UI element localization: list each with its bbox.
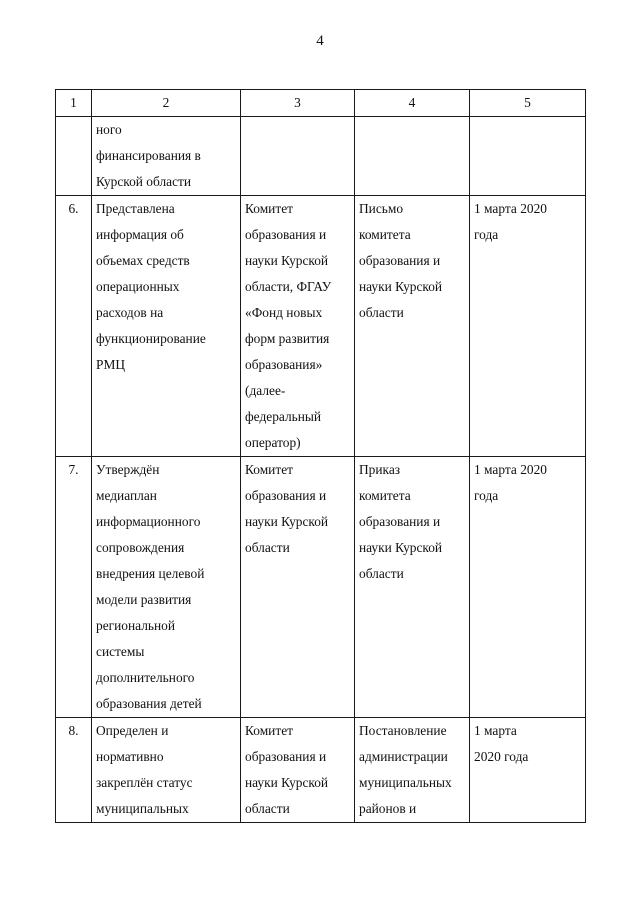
- cell-text-line: области: [245, 540, 290, 555]
- cell-text-line: науки Курской: [245, 514, 329, 529]
- event-cell: [92, 196, 241, 457]
- deadline-cell: [470, 718, 586, 823]
- responsible-cell: [241, 117, 355, 196]
- cell-text-line: информационного: [96, 514, 201, 529]
- cell-text-line: образования и: [359, 514, 441, 529]
- cell-text-line: Приказ: [359, 462, 401, 477]
- document-cell: [355, 196, 470, 457]
- responsible-cell: [241, 196, 355, 457]
- cell-text-line: Постановление: [359, 723, 447, 738]
- cell-text-line: районов и: [359, 801, 417, 816]
- cell-text-line: науки Курской: [359, 279, 443, 294]
- cell-text-line: года: [474, 488, 499, 503]
- deadline-cell: [470, 457, 586, 718]
- deadline-cell: [470, 196, 586, 457]
- cell-text-line: (далее-: [245, 383, 286, 398]
- cell-text-line: региональной: [96, 618, 176, 633]
- cell-text-line: образования и: [245, 227, 327, 242]
- cell-text-line: образования и: [359, 253, 441, 268]
- cell-text-line: Представлена: [96, 201, 175, 216]
- cell-text-line: ного: [96, 122, 122, 137]
- cell-text-line: комитета: [359, 488, 411, 503]
- cell-text-line: информация об: [96, 227, 184, 242]
- table-row: [56, 457, 586, 718]
- row-number-cell: 8.: [56, 718, 92, 823]
- cell-text-line: Комитет: [245, 201, 293, 216]
- cell-text-line: области: [359, 305, 404, 320]
- cell-text-line: объемах средств: [96, 253, 190, 268]
- table-body: [56, 90, 586, 823]
- event-cell: [92, 718, 241, 823]
- measures-table: [55, 89, 586, 823]
- cell-text-line: 1 марта 2020: [474, 201, 547, 216]
- cell-text-line: Комитет: [245, 723, 293, 738]
- cell-text-line: Определен и: [96, 723, 169, 738]
- cell-text-line: финансирования в: [96, 148, 201, 163]
- table-row: [56, 718, 586, 823]
- cell-text-line: сопровождения: [96, 540, 185, 555]
- document-cell: [355, 718, 470, 823]
- column-header: 2: [92, 90, 241, 117]
- cell-text-line: дополнительного: [96, 670, 195, 685]
- column-header: 1: [56, 90, 92, 117]
- responsible-cell: [241, 718, 355, 823]
- row-number-cell: 7.: [56, 457, 92, 718]
- cell-text-line: года: [474, 227, 499, 242]
- cell-text-line: внедрения целевой: [96, 566, 205, 581]
- cell-text-line: функционирование: [96, 331, 206, 346]
- responsible-cell: [241, 457, 355, 718]
- cell-text-line: образования и: [245, 488, 327, 503]
- cell-text-line: Курской области: [96, 174, 192, 189]
- cell-text-line: нормативно: [96, 749, 164, 764]
- column-header: 4: [355, 90, 470, 117]
- document-cell: [355, 117, 470, 196]
- cell-text-line: образования»: [245, 357, 323, 372]
- cell-text-line: операционных: [96, 279, 180, 294]
- cell-text-line: «Фонд новых: [245, 305, 323, 320]
- row-number-cell: [56, 117, 92, 196]
- cell-text-line: форм развития: [245, 331, 330, 346]
- cell-text-line: 1 марта: [474, 723, 517, 738]
- column-header: 5: [470, 90, 586, 117]
- document-cell: [355, 457, 470, 718]
- cell-text-line: 2020 года: [474, 749, 529, 764]
- cell-text-line: системы: [96, 644, 145, 659]
- header-row: [56, 90, 586, 117]
- cell-text-line: администрации: [359, 749, 448, 764]
- cell-text-line: науки Курской: [359, 540, 443, 555]
- cell-text-line: области: [359, 566, 404, 581]
- page-number: 4: [316, 33, 324, 49]
- cell-text-line: модели развития: [96, 592, 192, 607]
- cell-text-line: науки Курской: [245, 775, 329, 790]
- cell-text-line: расходов на: [96, 305, 164, 320]
- event-cell: [92, 117, 241, 196]
- cell-text-line: медиаплан: [96, 488, 157, 503]
- cell-text-line: РМЦ: [96, 357, 126, 372]
- cell-text-line: науки Курской: [245, 253, 329, 268]
- row-number-cell: 6.: [56, 196, 92, 457]
- cell-text-line: оператор): [245, 435, 301, 450]
- deadline-cell: [470, 117, 586, 196]
- cell-text-line: муниципальных: [96, 801, 189, 816]
- cell-text-line: Утверждён: [96, 462, 160, 477]
- cell-text-line: федеральный: [245, 409, 322, 424]
- cell-text-line: муниципальных: [359, 775, 452, 790]
- cell-text-line: закреплён статус: [96, 775, 193, 790]
- cell-text-line: образования и: [245, 749, 327, 764]
- cell-text-line: 1 марта 2020: [474, 462, 547, 477]
- cell-text-line: комитета: [359, 227, 411, 242]
- cell-text-line: образования детей: [96, 696, 202, 711]
- cell-text-line: области, ФГАУ: [245, 279, 332, 294]
- column-header: 3: [241, 90, 355, 117]
- cell-text-line: Комитет: [245, 462, 293, 477]
- table-row: [56, 117, 586, 196]
- cell-text-line: Письмо: [359, 201, 404, 216]
- event-cell: [92, 457, 241, 718]
- cell-text-line: области: [245, 801, 290, 816]
- table-row: [56, 196, 586, 457]
